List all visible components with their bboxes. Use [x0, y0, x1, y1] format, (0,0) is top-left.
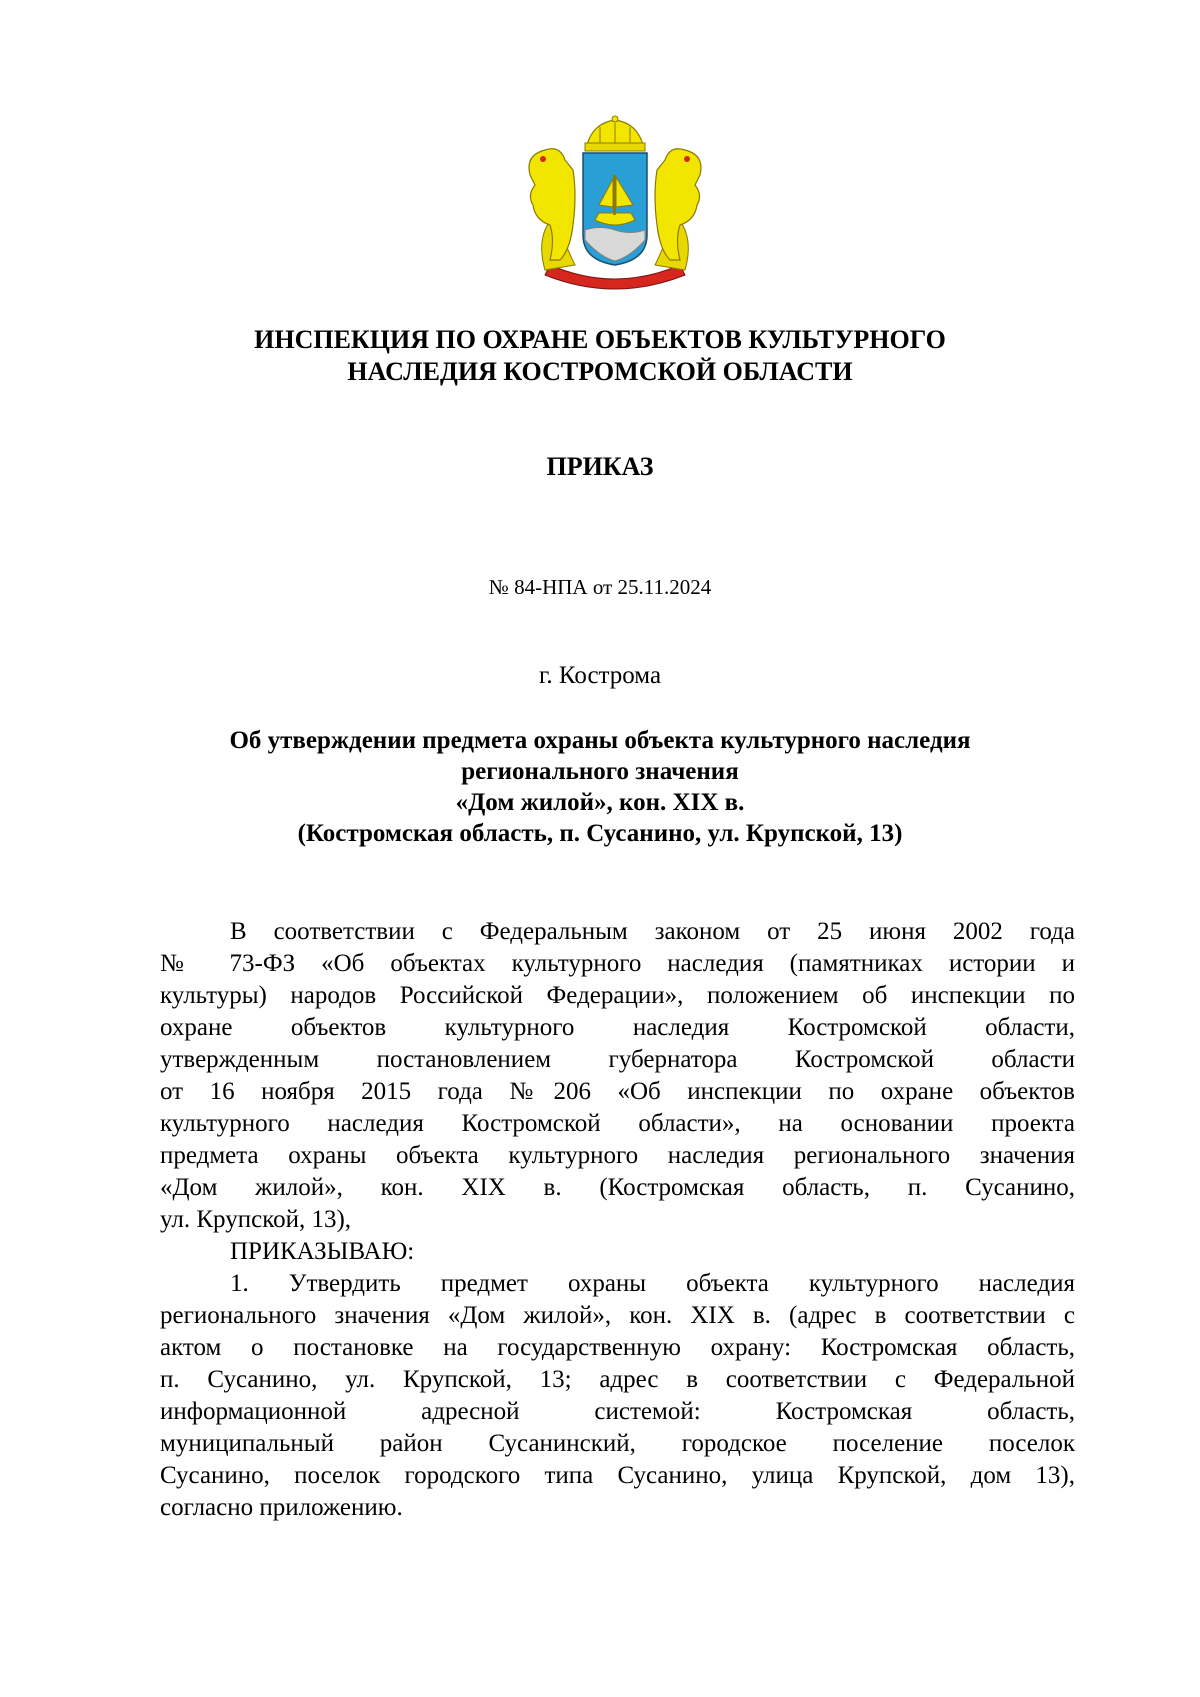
body-line: охране объектов культурного наследия Костромской области,	[160, 1014, 1075, 1041]
item-line: п. Сусанино, ул. Крупской, 13; адрес в соответствии с Федеральной	[160, 1366, 1075, 1393]
document-subject	[160, 725, 1040, 849]
subject-line: (Костромская область, п. Сусанино, ул. Крупской, 13)	[297, 820, 903, 847]
body-line: ул. Крупской, 13),	[160, 1206, 352, 1233]
body-line: культуры) народов Российской Федерации», положением об инспекции по	[160, 982, 1075, 1009]
body-line: «Дом жилой», кон. XIX в. (Костромская область, п. Сусанино,	[160, 1174, 1075, 1201]
subject-line: регионального значения	[461, 758, 739, 785]
item-line: информационной адресной системой: Костромская область,	[160, 1398, 1075, 1425]
organization-title-line: НАСЛЕДИЯ КОСТРОМСКОЙ ОБЛАСТИ	[347, 357, 853, 386]
body-line: от 16 ноября 2015 года №206 «Об инспекции по охране объектов	[160, 1078, 1075, 1105]
organization-title	[160, 324, 1040, 388]
document-body	[160, 916, 1075, 1524]
item-line: муниципальный район Сусанинский, городское поселение поселок	[160, 1430, 1075, 1457]
body-line: В соответствии с Федеральным законом от 25 июня 2002 года	[230, 918, 1075, 945]
body-line: утвержденным постановлением губернатора Костромской области	[160, 1046, 1075, 1073]
order-word: ПРИКАЗЫВАЮ:	[230, 1238, 415, 1265]
item-line: актом о постановке на государственную охрану: Костромская область,	[160, 1334, 1075, 1361]
body-line: предмета охраны объекта культурного наследия регионального значения	[160, 1142, 1075, 1169]
item-line: регионального значения «Дом жилой», кон. XIX в. (адрес в соответствии с	[160, 1302, 1075, 1329]
body-line: № 73-ФЗ «Об объектах культурного наследия (памятниках истории и	[160, 950, 1075, 977]
organization-title-line: ИНСПЕКЦИЯ ПО ОХРАНЕ ОБЪЕКТОВ КУЛЬТУРНОГО	[254, 325, 946, 354]
document-city: г. Кострома	[538, 662, 662, 689]
body-line: культурного наследия Костромской области», на основании проекта	[160, 1110, 1075, 1137]
document-type: ПРИКАЗ	[546, 452, 654, 481]
coat-of-arms-icon	[515, 115, 715, 295]
subject-line: Об утверждении предмета охраны объекта культурного наследия	[229, 727, 971, 754]
subject-line: «Дом жилой», кон. XIX в.	[455, 789, 745, 816]
item-line: Сусанино, поселок городского типа Сусанино, улица Крупской, дом 13),	[160, 1462, 1075, 1489]
item-line: 1. Утвердить предмет охраны объекта культурного наследия	[230, 1270, 1075, 1297]
document-number: № 84-НПА от 25.11.2024	[488, 575, 712, 599]
item-line: согласно приложению.	[160, 1494, 403, 1521]
